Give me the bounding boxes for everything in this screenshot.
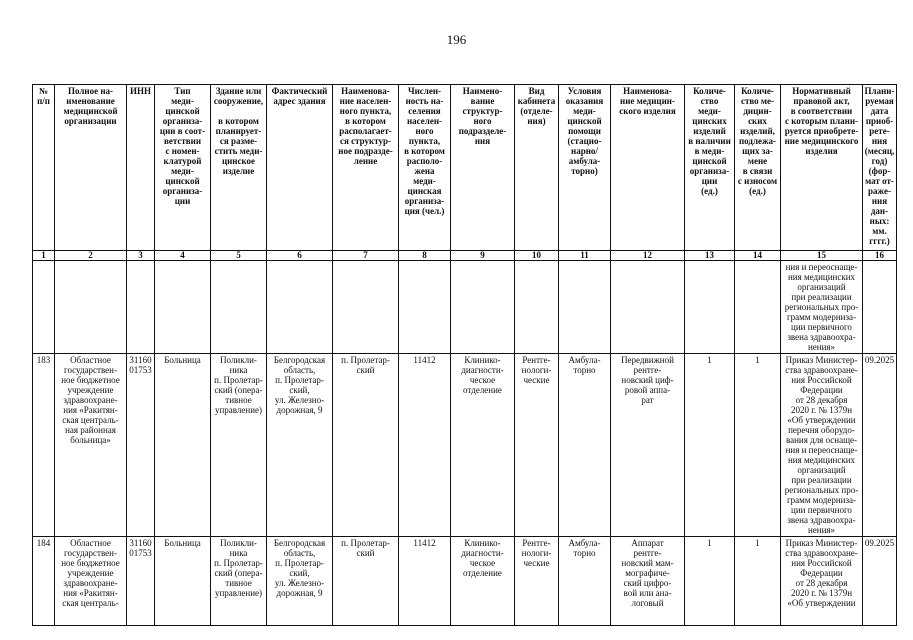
table-cell [33, 261, 55, 354]
table-cell [155, 261, 211, 354]
column-header: Тип меди- цинской организа- ции в соот- ветствии с номен- клатурой меди- цинской организа- ции [155, 85, 211, 251]
column-header: Количе- ство ме- дицин- ских изделий, подлежа- щих за- мене в связи с износом (ед.) [735, 85, 781, 251]
column-header: Вид кабинета (отделе- ния) [515, 85, 559, 251]
table-cell: 183 [33, 354, 55, 537]
table-cell: 1 [735, 354, 781, 537]
table-cell: Областное государствен- ное бюджетное учреждение здравоохране- ния «Ракитян- ская централь- [55, 537, 127, 626]
column-number: 4 [155, 251, 211, 261]
table-cell: 1 [685, 354, 735, 537]
column-number: 14 [735, 251, 781, 261]
table-cell: Приказ Министер- ства здравоохране- ния Российской Федерации от 28 декабря 2020 г. № 1379н «Об утверждении [781, 537, 863, 626]
continuation-row [33, 261, 897, 354]
column-header: Числен- ность на- селения населен- ного пункта, в котором располо- жена меди- цинская организа- ция (чел.) [399, 85, 451, 251]
table-cell [515, 261, 559, 354]
table-cell [685, 261, 735, 354]
table-cell: Белгородская область, п. Пролетар- ский, ул. Железно- дорожная, 9 [267, 537, 333, 626]
table-cell [735, 261, 781, 354]
column-header: Полное на- именование медицинской организации [55, 85, 127, 251]
column-number: 11 [559, 251, 611, 261]
table-cell: п. Пролетар- ский [333, 354, 399, 537]
column-number: 10 [515, 251, 559, 261]
table-cell: Приказ Министер- ства здравоохране- ния Российской Федерации от 28 декабря 2020 г. № 1379н «Об утверждении перечня оборудо- вания для оснаще- ния и переоснаще- ния медицинских организаций при реализации региональных про- грамм модерниза- ции первичного звена здравоохра- нения» [781, 354, 863, 537]
column-number: 8 [399, 251, 451, 261]
table-cell: Аппарат рентге- новский мам- мографиче- ский цифро- вой или ана- логовый [611, 537, 685, 626]
table-cell: 11412 [399, 354, 451, 537]
table-cell: Рентге- нологи- ческие [515, 537, 559, 626]
column-header: Наименова- ние медицин- ского изделия [611, 85, 685, 251]
table-cell [399, 261, 451, 354]
column-header: Наимено- вание структур- ного подразделе- ния [451, 85, 515, 251]
column-header: Количе- ство меди- цинских изделий в наличии в меди- цинской организа- ции (ед.) [685, 85, 735, 251]
table-cell: Белгородская область, п. Пролетар- ский, ул. Железно- дорожная, 9 [267, 354, 333, 537]
column-number: 16 [863, 251, 897, 261]
column-number: 9 [451, 251, 515, 261]
column-header: Нормативный правовой акт, в соответствии с которым плани- руется приобрете- ние медицинского изделия [781, 85, 863, 251]
table-cell: Клинико- диагности- ческое отделение [451, 537, 515, 626]
column-number: 13 [685, 251, 735, 261]
equipment-table [32, 84, 897, 626]
column-number: 15 [781, 251, 863, 261]
column-number: 2 [55, 251, 127, 261]
continuation-text: ния и переоснаще- ния медицинских организаций при реализации региональных про- грамм модерниза- ции первичного звена здравоохра- нения» [781, 261, 863, 354]
table-cell [333, 261, 399, 354]
column-header: ИНН [127, 85, 155, 251]
table-cell: Областное государствен- ное бюджетное учреждение здравоохране- ния «Ракитян- ская централь- ная районная больница» [55, 354, 127, 537]
page-number: 196 [446, 32, 467, 47]
table-cell: 09.2025 [863, 354, 897, 537]
table-cell: Клинико- диагности- ческое отделение [451, 354, 515, 537]
table-cell: 184 [33, 537, 55, 626]
column-number: 7 [333, 251, 399, 261]
table-cell: 1 [685, 537, 735, 626]
table-cell: Амбула- торно [559, 354, 611, 537]
table-cell: Больница [155, 537, 211, 626]
table-row [33, 537, 897, 626]
column-number: 6 [267, 251, 333, 261]
column-number: 12 [611, 251, 685, 261]
table-cell: 31160 01753 [127, 354, 155, 537]
table-cell [559, 261, 611, 354]
column-header: Условия оказания меди- цинской помощи (стацио- нарно/ амбула- торно) [559, 85, 611, 251]
table-cell [267, 261, 333, 354]
table-cell [127, 261, 155, 354]
table-cell: 1 [735, 537, 781, 626]
column-number: 3 [127, 251, 155, 261]
table-cell: 31160 01753 [127, 537, 155, 626]
column-number: 5 [211, 251, 267, 261]
column-number-row [33, 251, 897, 261]
table-cell: Больница [155, 354, 211, 537]
table-cell [211, 261, 267, 354]
table-cell [863, 261, 897, 354]
table-cell: п. Пролетар- ский [333, 537, 399, 626]
table-cell: 09.2025 [863, 537, 897, 626]
table-cell: 11412 [399, 537, 451, 626]
table-cell [55, 261, 127, 354]
column-header: Плани- руемая дата приоб- рете- ния (месяц, год) (фор- мат от- раже- ния дан- ных: мм. гггг.) [863, 85, 897, 251]
table-row [33, 354, 897, 537]
table-cell: Рентге- нологи- ческие [515, 354, 559, 537]
table-cell [451, 261, 515, 354]
column-header: Здание или сооружение, в котором планирует- ся разме- стить меди- цинское изделие [211, 85, 267, 251]
column-header: № п/п [33, 85, 55, 251]
table-cell: Передвижной рентге- новский циф- ровой аппа- рат [611, 354, 685, 537]
table-cell: Поликли- ника п. Пролетар- ский (опера- тивное управление) [211, 354, 267, 537]
column-header: Фактический адрес здания [267, 85, 333, 251]
table-cell: Амбула- торно [559, 537, 611, 626]
table-cell: Поликли- ника п. Пролетар- ский (опера- тивное управление) [211, 537, 267, 626]
column-header: Наименова- ние населен- ного пункта, в котором располагает- ся структур- ное подразде- ление [333, 85, 399, 251]
column-number: 1 [33, 251, 55, 261]
table-cell [611, 261, 685, 354]
table-header-row [33, 85, 897, 251]
